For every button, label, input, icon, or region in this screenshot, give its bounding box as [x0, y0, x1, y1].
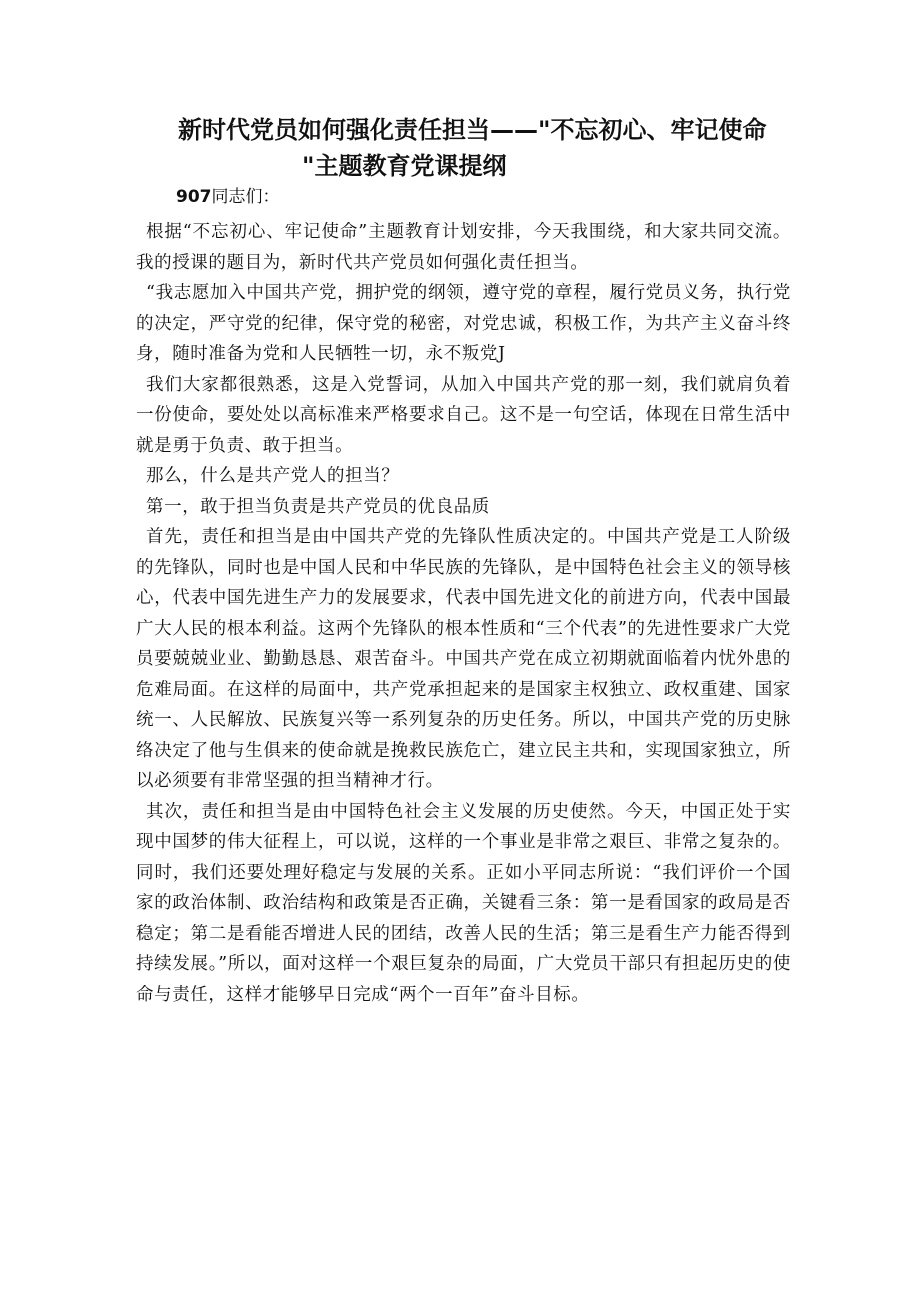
title-line-1: 新时代党员如何强化责任担当——"不忘初心、牢记使命 [178, 116, 767, 144]
paragraph-oath-explanation: 我们大家都很熟悉，这是入党誓词，从加入中国共产党的那一刻，我们就肩负着一份使命，要处处以高标准来严格要求自己。这不是一句空话，体现在日常生活中就是勇于负责、敢于担当。 [136, 374, 791, 456]
title-line-2: "主题教育党课提纲 [302, 152, 507, 180]
paragraph-question: 那么，什么是共产党人的担当？ [146, 466, 400, 486]
greeting-number: 907 [176, 187, 212, 207]
paragraph-oath: “我志愿加入中国共产党，拥护党的纲领，遵守党的章程，履行党员义务，执行党的决定，严守党的纪律，保守党的秘密，对党忠诚，积极工作，为共产主义奋斗终身，随时准备为党和人民牺牲一切，永不叛党J [136, 283, 791, 364]
greeting [176, 184, 280, 210]
greeting-text: 同志们： [211, 187, 280, 207]
section-heading-first: 第一，敢于担当负责是共产党员的优良品质 [146, 496, 490, 517]
paragraph-secondly: 其次，责任和担当是由中国特色社会主义发展的历史使然。今天，中国正处于实现中国梦的伟大征程上，可以说，这样的一个事业是非常之艰巨、非常之复杂的。同时，我们还要处理好稳定与发展的关系。正如小平同志所说：“我们评价一个国家的政治体制、政治结构和政策是否正确，关键看三条：第一是看国家的政局是否稳定；第二是看能否增进人民的团结，改善人民的生活；第三是看生产力能否得到持续发展。”所以，面对这样一个艰巨复杂的局面，广大党员干部只有担起历史的使命与责任，这样才能够早日完成“两个一百年”奋斗目标。 [136, 801, 791, 1005]
document-body [136, 217, 791, 1010]
paragraph-intro: 根据“不忘初心、牢记使命”主题教育计划安排，今天我围绕，和大家共同交流。我的授课的题目为，新时代共产党员如何强化责任担当。 [136, 222, 791, 273]
paragraph-firstly: 首先，责任和担当是由中国共产党的先锋队性质决定的。中国共产党是工人阶级的先锋队，同时也是中国人民和中华民族的先锋队，是中国特色社会主义的领导核心，代表中国先进生产力的发展要求，代表中国先进文化的前进方向，代表中国最广大人民的根本利益。这两个先锋队的根本性质和“三个代表”的先进性要求广大党员要兢兢业业、勤勤恳恳、艰苦奋斗。中国共产党在成立初期就面临着内忧外患的危难局面。在这样的局面中，共产党承担起来的是国家主权独立、政权重建、国家统一、人民解放、民族复兴等一系列复杂的历史任务。所以，中国共产党的历史脉络决定了他与生俱来的使命就是挽救民族危亡，建立民主共和，实现国家独立，所以必须要有非常坚强的担当精神才行。 [136, 527, 791, 791]
document-title [178, 112, 818, 184]
